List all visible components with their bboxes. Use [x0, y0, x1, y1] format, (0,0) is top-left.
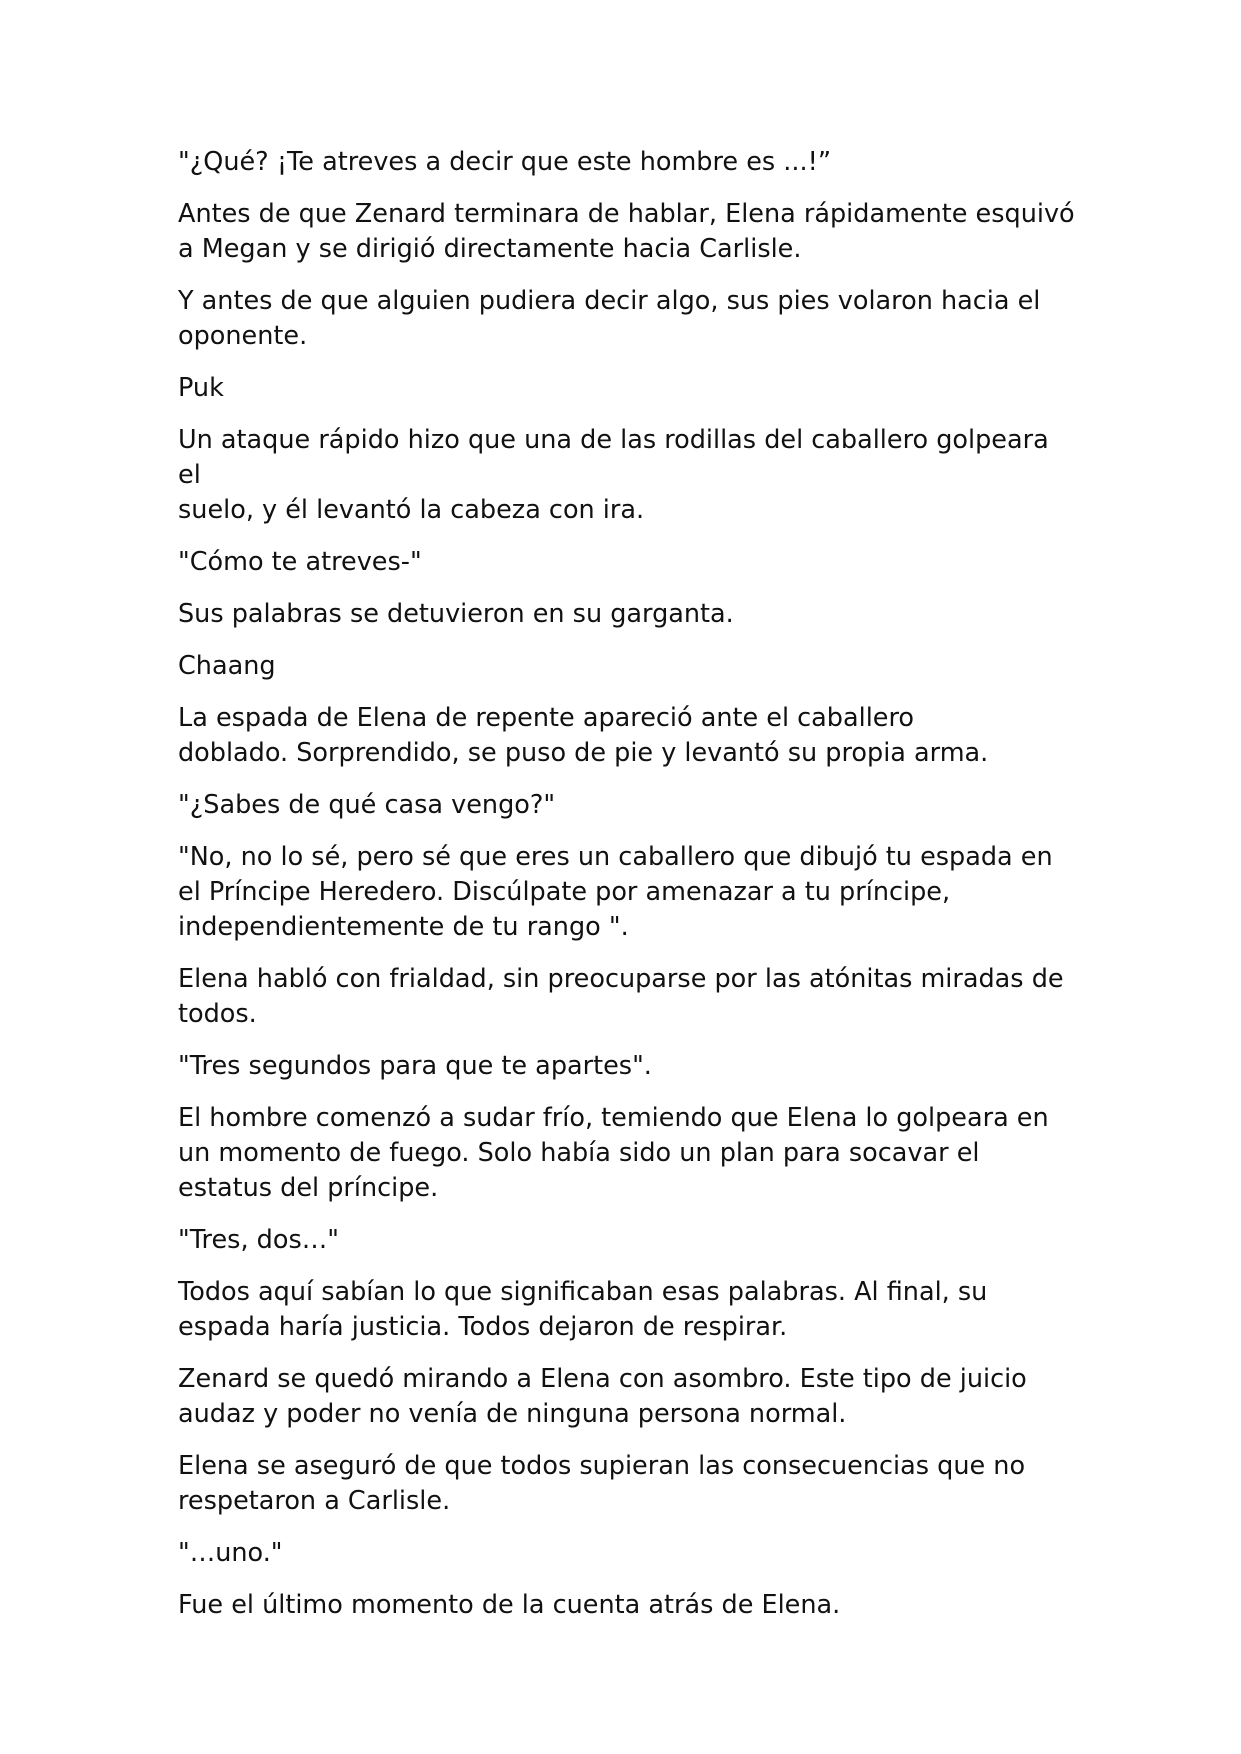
paragraph: "¿Sabes de qué casa vengo?" — [178, 790, 556, 820]
paragraph: Chaang — [178, 651, 276, 681]
paragraph: Antes de que Zenard terminara de hablar, Elena rápidamente esquivó a Megan y se dirigió directamente hacia Carlisle. — [178, 199, 1075, 264]
paragraph: Un ataque rápido hizo que una de las rodillas del caballero golpeara el suelo, y él levantó la cabeza con ira. — [178, 425, 1049, 525]
paragraph: El hombre comenzó a sudar frío, temiendo que Elena lo golpeara en un momento de fuego. Solo había sido un plan para socavar el estatus del príncipe. — [178, 1103, 1049, 1203]
paragraph: "Tres, dos…" — [178, 1225, 339, 1255]
paragraph: Todos aquí sabían lo que significaban esas palabras. Al final, su espada haría justicia. Todos dejaron de respirar. — [178, 1277, 988, 1342]
paragraph: "Cómo te atreves-" — [178, 547, 422, 577]
paragraph: "No, no lo sé, pero sé que eres un caballero que dibujó tu espada en el Príncipe Heredero. Discúlpate por amenazar a tu príncipe, independientemente de tu rango ". — [178, 842, 1053, 942]
paragraph: "Tres segundos para que te apartes". — [178, 1051, 652, 1081]
text-column — [178, 145, 1078, 1640]
paragraph: "…uno." — [178, 1538, 283, 1568]
paragraph: Y antes de que alguien pudiera decir algo, sus pies volaron hacia el oponente. — [178, 286, 1041, 351]
paragraph: Sus palabras se detuvieron en su garganta. — [178, 599, 734, 629]
paragraph: Puk — [178, 373, 224, 403]
paragraph: Elena habló con frialdad, sin preocuparse por las atónitas miradas de todos. — [178, 964, 1064, 1029]
paragraph: Zenard se quedó mirando a Elena con asombro. Este tipo de juicio audaz y poder no venía de ninguna persona normal. — [178, 1364, 1027, 1429]
paragraph: "¿Qué? ¡Te atreves a decir que este hombre es ...!” — [178, 147, 832, 177]
paragraph: Elena se aseguró de que todos supieran las consecuencias que no respetaron a Carlisle. — [178, 1451, 1026, 1516]
paragraph: Fue el último momento de la cuenta atrás de Elena. — [178, 1590, 841, 1620]
paragraph: La espada de Elena de repente apareció ante el caballero doblado. Sorprendido, se puso de pie y levantó su propia arma. — [178, 703, 989, 768]
